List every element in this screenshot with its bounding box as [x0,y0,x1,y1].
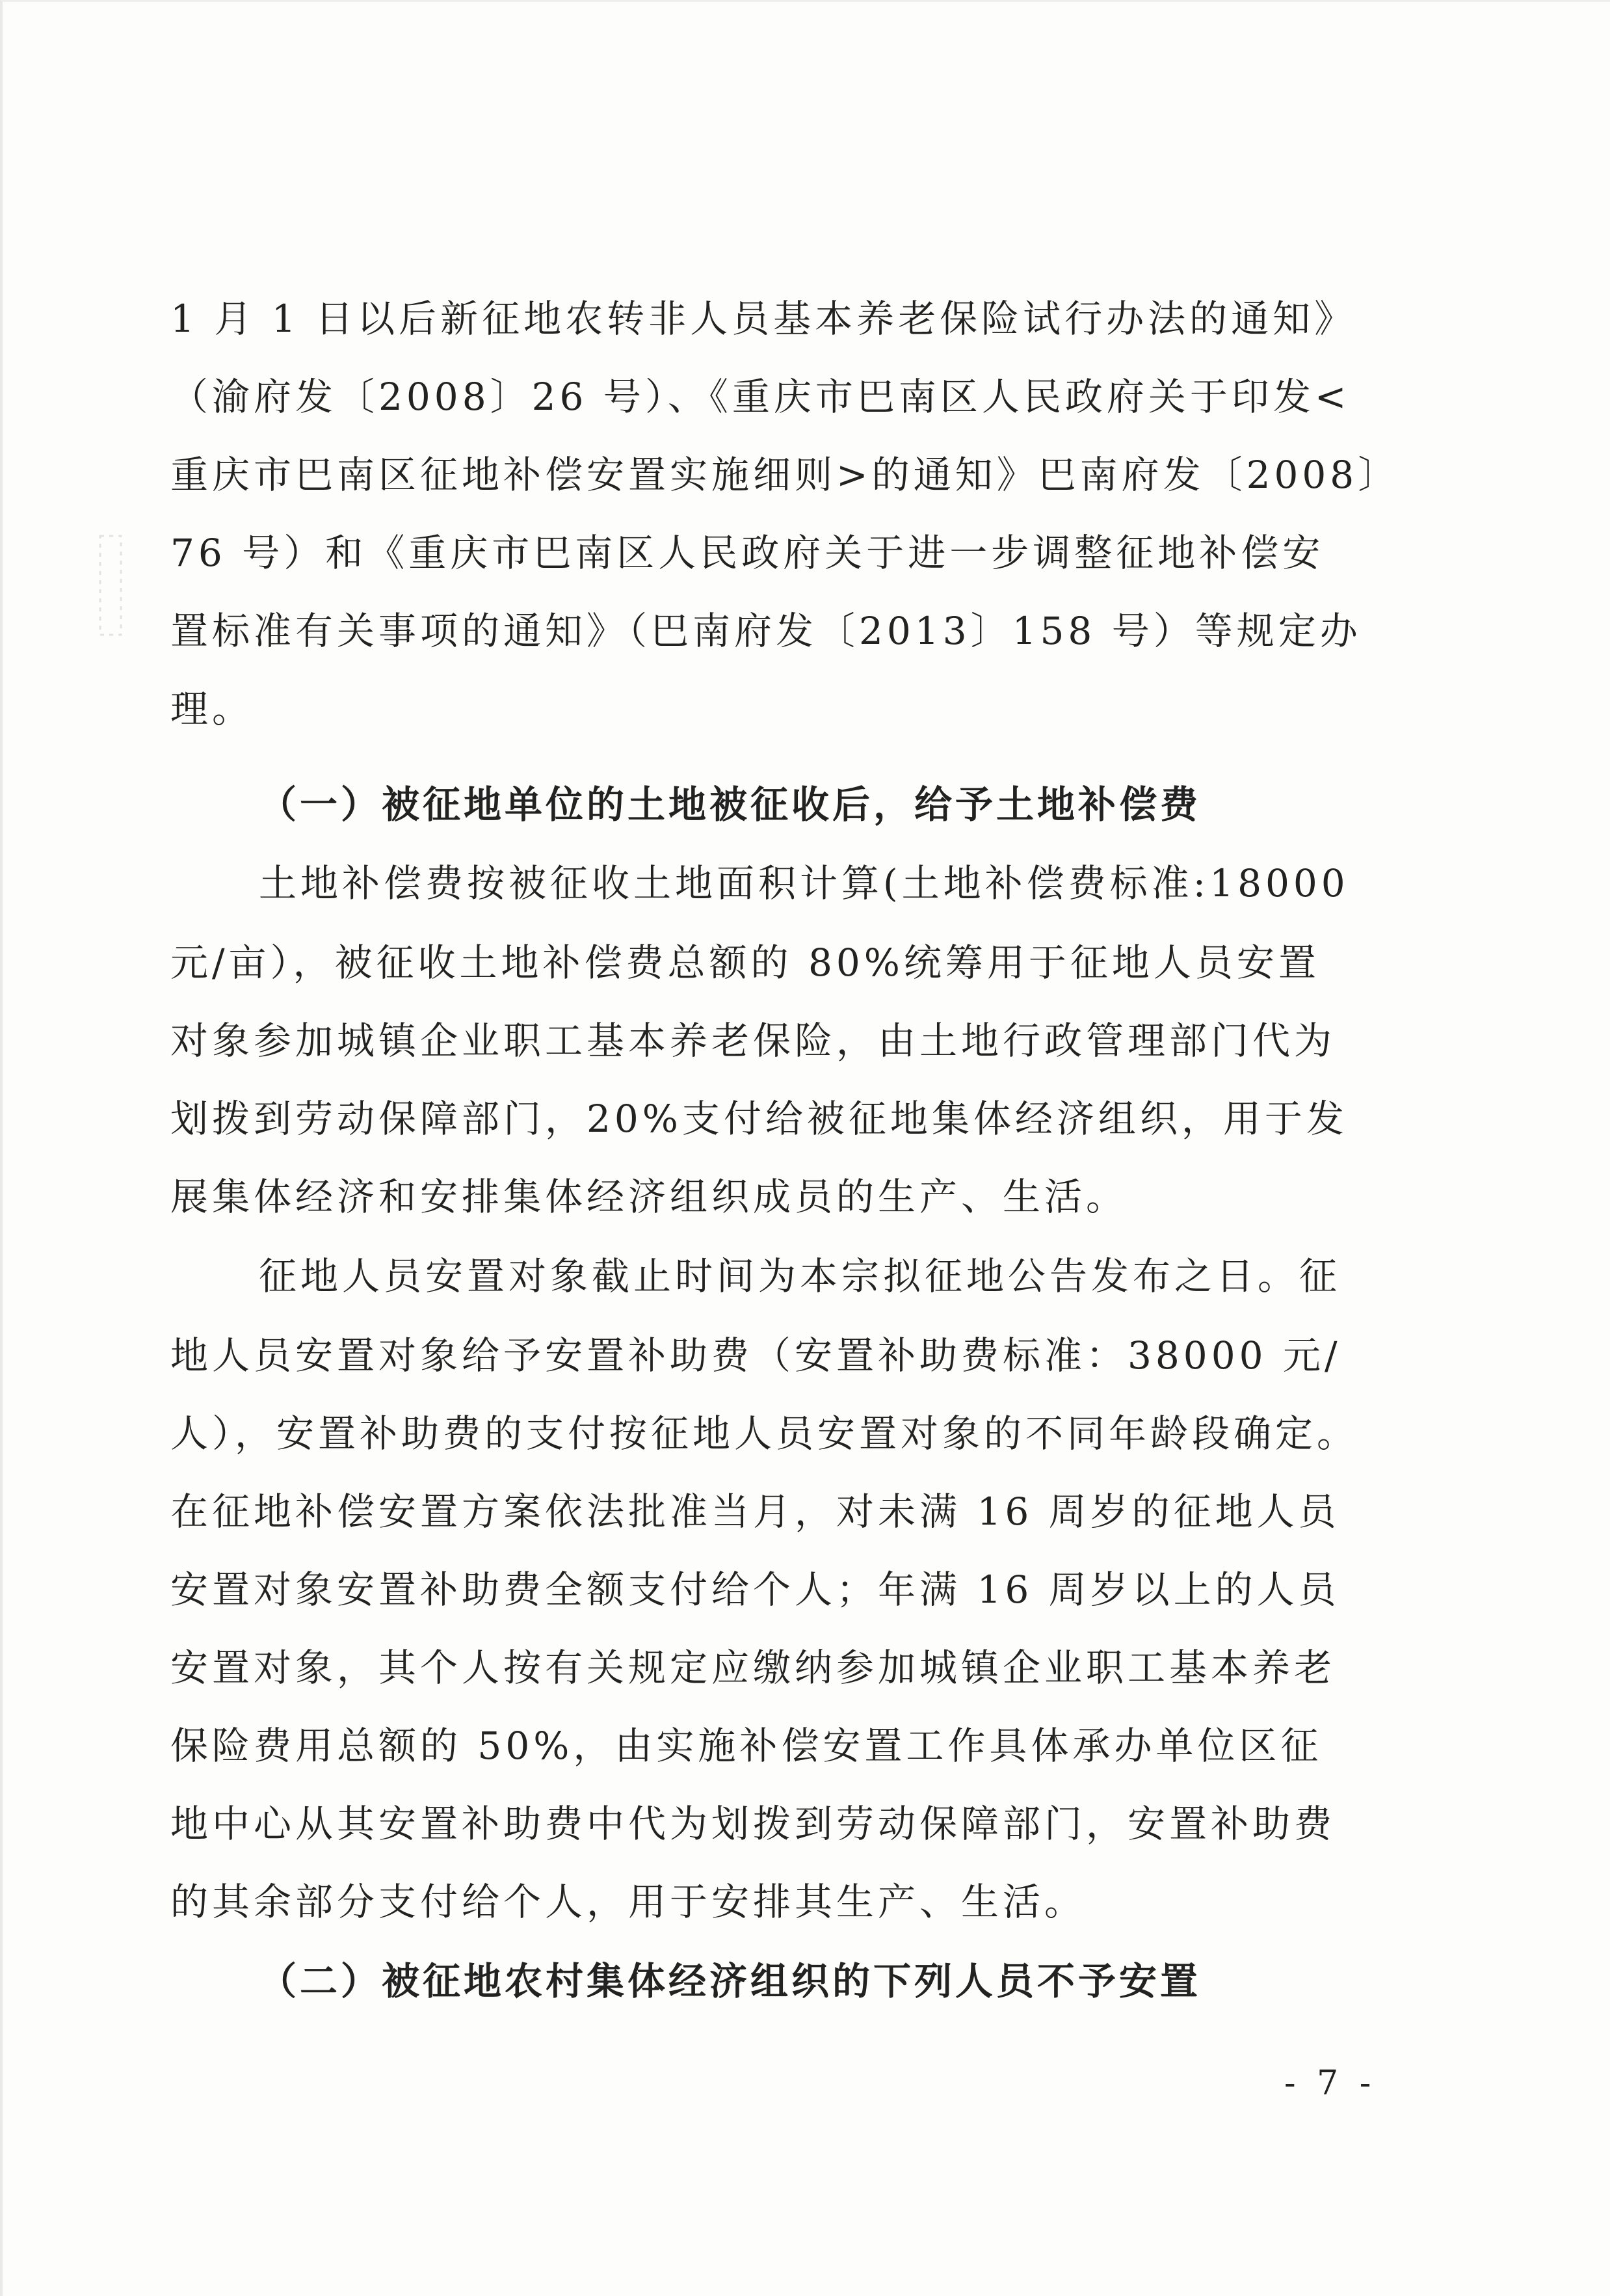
section-heading-2: （二）被征地农村集体经济组织的下列人员不予安置 [259,1959,1202,2003]
text-line: 展集体经济和安排集体经济组织成员的生产、生活。 [170,1175,1128,1219]
text-line: 划拨到劳动保障部门，20%支付给被征地集体经济组织，用于发 [170,1097,1348,1141]
text-line: 元/亩），被征收土地补偿费总额的 80%统筹用于征地人员安置 [170,941,1320,985]
text-line: 安置对象，其个人按有关规定应缴纳参加城镇企业职工基本养老 [170,1646,1336,1690]
margin-stamp-mark [98,533,124,637]
text-line: 征地人员安置对象截止时间为本宗拟征地公告发布之日。征 [259,1254,1341,1298]
text-line: 对象参加城镇企业职工基本养老保险，由土地行政管理部门代为 [170,1019,1336,1063]
text-line: 人），安置补助费的支付按征地人员安置对象的不同年龄段确定。 [170,1411,1359,1456]
text-line: 理。 [170,687,254,731]
text-line: 重庆市巴南区征地补偿安置实施细则>的通知》巴南府发〔2008〕 [170,453,1400,497]
text-line: 土地补偿费按被征收土地面积计算(土地补偿费标准:18000 [259,861,1349,905]
text-line: 76 号）和《重庆市巴南区人民政府关于进一步调整征地补偿安 [170,531,1325,575]
text-line: 的其余部分支付给个人，用于安排其生产、生活。 [170,1880,1087,1924]
text-line: 安置对象安置补助费全额支付给个人；年满 16 周岁以上的人员 [170,1568,1340,1612]
text-line: 保险费用总额的 50%，由实施补偿安置工作具体承办单位区征 [170,1724,1323,1768]
text-line: 地中心从其安置补助费中代为划拨到劳动保障部门，安置补助费 [170,1802,1336,1846]
text-line: （渝府发〔2008〕26 号）、《重庆市巴南区人民政府关于印发< [170,375,1351,419]
text-line: 在征地补偿安置方案依法批准当月，对未满 16 周岁的征地人员 [170,1489,1340,1534]
page-number: - 7 - [1284,2064,1377,2103]
text-line: 置标准有关事项的通知》（巴南府发〔2013〕158 号）等规定办 [170,609,1362,653]
text-line: 1 月 1 日以后新征地农转非人员基本养老保险试行办法的通知》 [170,297,1356,341]
section-heading-1: （一）被征地单位的土地被征收后，给予土地补偿费 [259,782,1202,827]
text-line: 地人员安置对象给予安置补助费（安置补助费标准：38000 元/ [170,1333,1341,1378]
